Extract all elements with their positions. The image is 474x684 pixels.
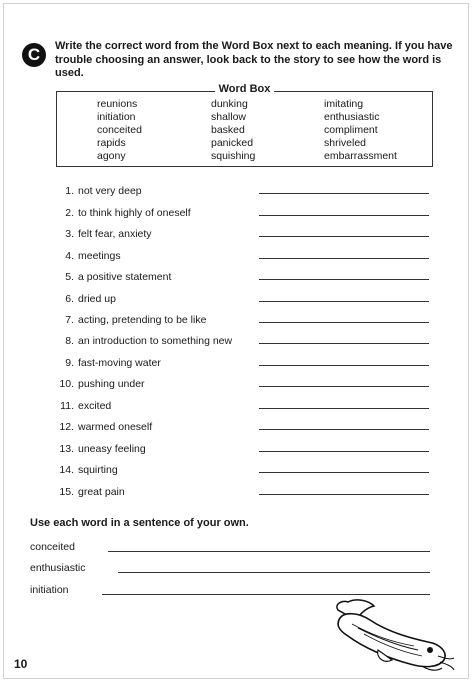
item-number: 9.: [65, 357, 74, 369]
answer-line[interactable]: [259, 365, 429, 366]
word-box-word: panicked: [211, 137, 254, 149]
item-number: 14.: [59, 464, 74, 476]
answer-line[interactable]: [259, 258, 429, 259]
word-box-word: shallow: [211, 111, 247, 123]
answer-line[interactable]: [259, 386, 429, 387]
item-meaning: warmed oneself: [78, 421, 153, 433]
answer-line[interactable]: [259, 279, 429, 280]
item-number: 3.: [65, 228, 74, 240]
list-item: [58, 226, 152, 242]
item-meaning: an introduction to something new: [78, 335, 233, 347]
list-item: [58, 248, 121, 264]
item-meaning: uneasy feeling: [78, 443, 146, 455]
word-box-word: compliment: [324, 124, 378, 136]
item-meaning: not very deep: [78, 185, 142, 197]
item-number: 15.: [59, 486, 74, 498]
item-meaning: a positive statement: [78, 271, 172, 283]
list-item: [58, 183, 142, 199]
item-meaning: pushing under: [78, 378, 145, 390]
list-item: [58, 291, 116, 307]
list-item: [58, 419, 152, 435]
answer-line[interactable]: [259, 472, 429, 473]
item-number: 13.: [59, 443, 74, 455]
list-item: [58, 312, 206, 328]
answer-line[interactable]: [259, 343, 429, 344]
word-box-column-2: [211, 98, 255, 163]
word-box: [56, 83, 433, 167]
word-box-word: dunking: [211, 98, 248, 110]
answer-line[interactable]: [259, 451, 429, 452]
item-meaning: squirting: [78, 464, 118, 476]
item-number: 4.: [65, 250, 74, 262]
word-box-word: conceited: [97, 124, 142, 136]
answer-line[interactable]: [259, 193, 429, 194]
answer-line[interactable]: [259, 236, 429, 237]
page-number: 10: [14, 657, 28, 671]
item-number: 7.: [65, 314, 74, 326]
answer-line[interactable]: [259, 301, 429, 302]
sentence-word-label: conceited: [30, 541, 75, 553]
item-meaning: meetings: [78, 250, 121, 262]
item-number: 1.: [65, 185, 74, 197]
item-meaning: dried up: [78, 293, 116, 305]
item-meaning: excited: [78, 400, 112, 412]
sentence-line[interactable]: [108, 551, 430, 552]
item-number: 5.: [65, 271, 74, 283]
answer-line[interactable]: [259, 408, 429, 409]
list-item: [58, 441, 146, 457]
item-number: 10.: [59, 378, 74, 390]
item-meaning: acting, pretending to be like: [78, 314, 207, 326]
instructions-text: Write the correct word from the Word Box next to each meaning. If you have trouble choosing an answer, look back to the story to see how the word is used.: [55, 40, 453, 79]
word-box-title: Word Box: [215, 83, 275, 95]
item-number: 6.: [65, 293, 74, 305]
item-number: 11.: [60, 400, 74, 412]
item-meaning: great pain: [78, 486, 125, 498]
sentence-word-label: enthusiastic: [30, 562, 86, 574]
list-item: [58, 398, 111, 414]
word-box-word: imitating: [324, 98, 364, 110]
word-box-word: basked: [211, 124, 245, 136]
item-meaning: felt fear, anxiety: [78, 228, 152, 240]
item-meaning: fast-moving water: [78, 357, 161, 369]
list-item: [58, 462, 118, 478]
sentence-line[interactable]: [102, 594, 430, 595]
answer-line[interactable]: [259, 494, 429, 495]
item-meaning: to think highly of oneself: [78, 207, 191, 219]
list-item: [58, 205, 191, 221]
sentence-section-title: Use each word in a sentence of your own.: [30, 517, 249, 529]
list-item: [58, 376, 145, 392]
word-box-column-3: [324, 98, 397, 163]
word-box-column-1: [97, 98, 142, 163]
list-item: [58, 333, 232, 349]
list-item: [58, 484, 125, 500]
section-badge: C: [22, 43, 46, 67]
list-item: [58, 355, 161, 371]
word-box-word: rapids: [97, 137, 126, 149]
word-box-word: shriveled: [324, 137, 367, 149]
item-number: 12.: [59, 421, 74, 433]
answer-line[interactable]: [259, 429, 429, 430]
word-box-word: squishing: [211, 150, 256, 162]
item-number: 2.: [65, 207, 74, 219]
sentence-word-label: initiation: [30, 584, 69, 596]
word-box-word: reunions: [97, 98, 138, 110]
item-number: 8.: [65, 335, 74, 347]
list-item: [58, 269, 171, 285]
fish-illustration: [318, 598, 458, 674]
answer-line[interactable]: [259, 322, 429, 323]
sentence-line[interactable]: [118, 572, 430, 573]
word-box-word: embarrassment: [324, 150, 397, 162]
word-box-word: initiation: [97, 111, 136, 123]
answer-line[interactable]: [259, 215, 429, 216]
word-box-word: enthusiastic: [324, 111, 380, 123]
word-box-word: agony: [97, 150, 126, 162]
